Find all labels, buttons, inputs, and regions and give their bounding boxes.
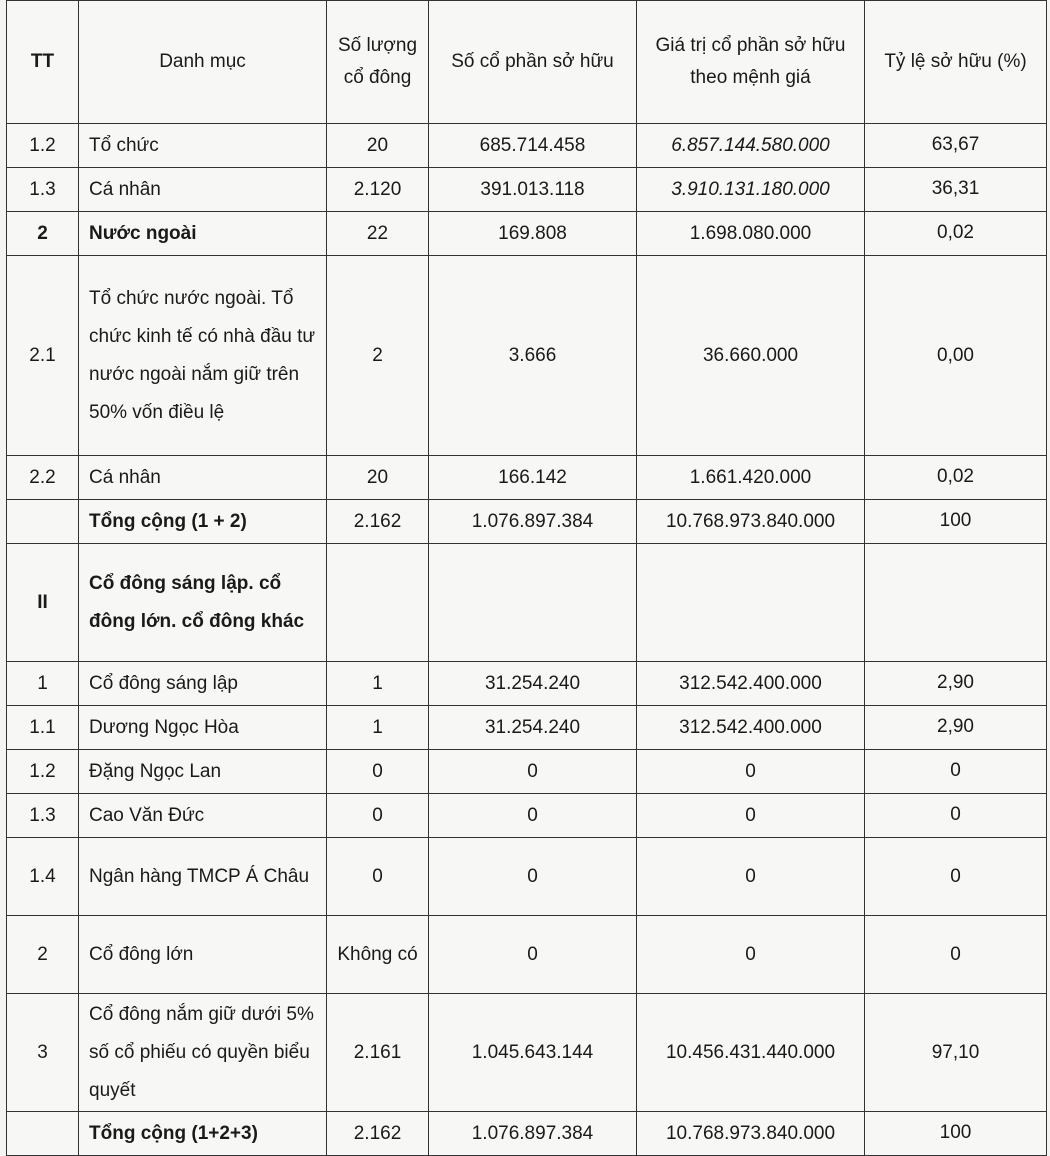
table-row xyxy=(7,168,1047,212)
row-name: Cổ đông sáng lập. cổ đông lớn. cổ đông khác xyxy=(79,544,327,662)
row-name: Cao Văn Đức xyxy=(79,794,327,838)
row-value: 1.661.420.000 xyxy=(637,456,865,500)
row-value: 0 xyxy=(637,794,865,838)
row-tt: 2 xyxy=(7,916,79,994)
row-count: 2.162 xyxy=(327,1112,429,1156)
table-row xyxy=(7,256,1047,456)
row-pct: 2,90 xyxy=(865,706,1047,750)
row-shares: 685.714.458 xyxy=(429,124,637,168)
row-shares: 0 xyxy=(429,794,637,838)
row-value: 0 xyxy=(637,916,865,994)
row-tt xyxy=(7,500,79,544)
row-pct: 0,02 xyxy=(865,456,1047,500)
header-gia-tri: Giá trị cổ phần sở hữu theo mệnh giá xyxy=(637,1,865,124)
row-value: 10.768.973.840.000 xyxy=(637,1112,865,1156)
row-value: 0 xyxy=(637,750,865,794)
row-name: Đặng Ngọc Lan xyxy=(79,750,327,794)
row-name: Cổ đông sáng lập xyxy=(79,662,327,706)
row-pct: 97,10 xyxy=(865,994,1047,1112)
row-count: 2.120 xyxy=(327,168,429,212)
table-row xyxy=(7,212,1047,256)
row-name: Cổ đông nắm giữ dưới 5% số cổ phiếu có quyền biểu quyết xyxy=(79,994,327,1112)
row-name: Tổ chức xyxy=(79,124,327,168)
row-value: 10.456.431.440.000 xyxy=(637,994,865,1112)
row-count: 0 xyxy=(327,750,429,794)
table-row xyxy=(7,838,1047,916)
row-pct: 0 xyxy=(865,838,1047,916)
row-pct: 0,00 xyxy=(865,256,1047,456)
row-shares: 1.076.897.384 xyxy=(429,500,637,544)
row-tt: 1 xyxy=(7,662,79,706)
table-row xyxy=(7,750,1047,794)
row-shares: 3.666 xyxy=(429,256,637,456)
row-tt: 3 xyxy=(7,994,79,1112)
table-row xyxy=(7,456,1047,500)
row-tt: 1.1 xyxy=(7,706,79,750)
row-count: 20 xyxy=(327,124,429,168)
row-count: 1 xyxy=(327,662,429,706)
row-shares: 169.808 xyxy=(429,212,637,256)
row-count: 0 xyxy=(327,794,429,838)
row-pct: 0 xyxy=(865,916,1047,994)
row-tt: 2.2 xyxy=(7,456,79,500)
row-tt: 1.2 xyxy=(7,750,79,794)
row-shares: 1.045.643.144 xyxy=(429,994,637,1112)
row-count: 2 xyxy=(327,256,429,456)
row-tt: 1.4 xyxy=(7,838,79,916)
row-value: 1.698.080.000 xyxy=(637,212,865,256)
row-name: Dương Ngọc Hòa xyxy=(79,706,327,750)
row-count: 0 xyxy=(327,838,429,916)
table-row xyxy=(7,916,1047,994)
row-name: Cá nhân xyxy=(79,456,327,500)
row-shares: 31.254.240 xyxy=(429,706,637,750)
row-value: 0 xyxy=(637,838,865,916)
row-value xyxy=(637,544,865,662)
row-name: Cổ đông lớn xyxy=(79,916,327,994)
row-pct: 0 xyxy=(865,794,1047,838)
row-shares: 0 xyxy=(429,916,637,994)
row-tt xyxy=(7,1112,79,1156)
table-row xyxy=(7,706,1047,750)
row-count: 22 xyxy=(327,212,429,256)
row-tt: 1.2 xyxy=(7,124,79,168)
row-shares: 391.013.118 xyxy=(429,168,637,212)
row-value: 10.768.973.840.000 xyxy=(637,500,865,544)
row-value: 312.542.400.000 xyxy=(637,706,865,750)
row-name: Ngân hàng TMCP Á Châu xyxy=(79,838,327,916)
row-tt: 1.3 xyxy=(7,168,79,212)
row-value: 6.857.144.580.000 xyxy=(637,124,865,168)
table-row xyxy=(7,794,1047,838)
row-shares xyxy=(429,544,637,662)
row-count: 2.161 xyxy=(327,994,429,1112)
table-row xyxy=(7,994,1047,1112)
table-row xyxy=(7,544,1047,662)
row-tt: 2.1 xyxy=(7,256,79,456)
row-name: Tổng cộng (1+2+3) xyxy=(79,1112,327,1156)
row-shares: 0 xyxy=(429,838,637,916)
row-name: Tổng cộng (1 + 2) xyxy=(79,500,327,544)
header-so-co-phan: Số cổ phần sở hữu xyxy=(429,1,637,124)
row-value: 3.910.131.180.000 xyxy=(637,168,865,212)
row-tt: 2 xyxy=(7,212,79,256)
row-count: 20 xyxy=(327,456,429,500)
row-shares: 31.254.240 xyxy=(429,662,637,706)
row-count: 1 xyxy=(327,706,429,750)
table-row xyxy=(7,662,1047,706)
row-pct: 0 xyxy=(865,750,1047,794)
table-row xyxy=(7,1112,1047,1156)
row-shares: 1.076.897.384 xyxy=(429,1112,637,1156)
row-pct: 100 xyxy=(865,1112,1047,1156)
row-value: 312.542.400.000 xyxy=(637,662,865,706)
row-pct: 63,67 xyxy=(865,124,1047,168)
row-name: Tổ chức nước ngoài. Tổ chức kinh tế có nhà đầu tư nước ngoài nắm giữ trên 50% vốn điều lệ xyxy=(79,256,327,456)
header-ty-le: Tỷ lệ sở hữu (%) xyxy=(865,1,1047,124)
table-row xyxy=(7,500,1047,544)
header-tt: TT xyxy=(7,1,79,124)
row-count: Không có xyxy=(327,916,429,994)
row-name: Nước ngoài xyxy=(79,212,327,256)
shareholder-table xyxy=(6,0,1047,1156)
row-pct: 0,02 xyxy=(865,212,1047,256)
row-value: 36.660.000 xyxy=(637,256,865,456)
row-pct xyxy=(865,544,1047,662)
row-count: 2.162 xyxy=(327,500,429,544)
row-tt: II xyxy=(7,544,79,662)
header-danh-muc: Danh mục xyxy=(79,1,327,124)
row-tt: 1.3 xyxy=(7,794,79,838)
row-pct: 100 xyxy=(865,500,1047,544)
row-shares: 166.142 xyxy=(429,456,637,500)
row-count xyxy=(327,544,429,662)
table-row xyxy=(7,124,1047,168)
header-so-luong: Số lượng cổ đông xyxy=(327,1,429,124)
row-pct: 2,90 xyxy=(865,662,1047,706)
row-name: Cá nhân xyxy=(79,168,327,212)
row-pct: 36,31 xyxy=(865,168,1047,212)
row-shares: 0 xyxy=(429,750,637,794)
header-row xyxy=(7,1,1047,124)
